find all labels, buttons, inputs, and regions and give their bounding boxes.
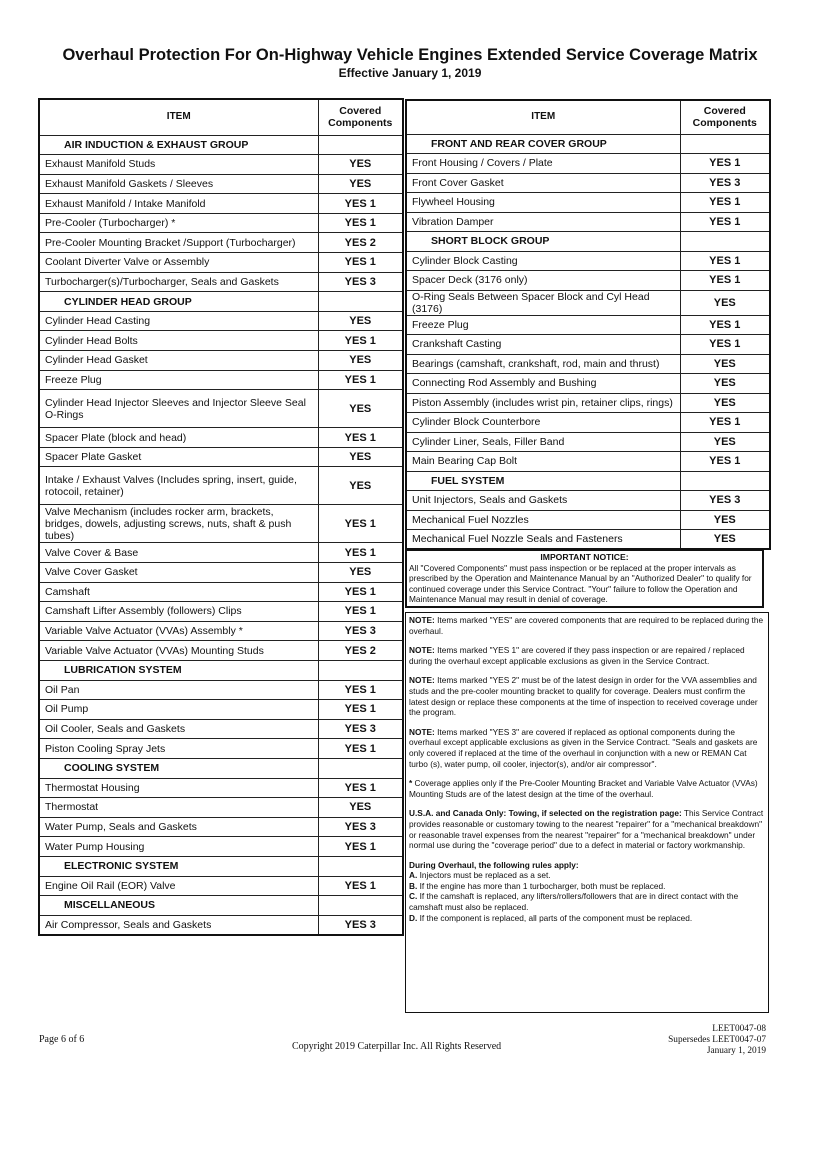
item-cell: Connecting Rod Assembly and Bushing [406, 374, 680, 394]
item-cell: Cylinder Head Injector Sleeves and Injector Sleeve Seal O-Rings [39, 390, 318, 428]
group-header-row [39, 856, 403, 876]
notice-text: All "Covered Components" must pass inspection or be replaced at the proper intervals as prescribed by the Operation and Maintenance Manual by an "Authorized Dealer" to qualify for continued coverage under this Service Contract. "Your" failure to follow the Operation and Maintenance Manual may result in denial of coverage. [409, 562, 752, 605]
covered-cell: YES 3 [318, 621, 403, 641]
item-cell: Camshaft Lifter Assembly (followers) Clips [39, 602, 318, 622]
copyright: Copyright 2019 Caterpillar Inc. All Rights Reserved [292, 1041, 502, 1052]
item-cell: Cylinder Block Counterbore [406, 413, 680, 433]
group-header-row [39, 292, 403, 312]
notes-panel [405, 612, 769, 1013]
item-cell: Piston Cooling Spray Jets [39, 739, 318, 759]
covered-header: Covered Components [318, 99, 403, 135]
note-yes-2: NOTE: Items marked "YES 2" must be of the latest design in order for the VVA assemblies and studs and the pre-cooler mounting bracket to qualify for coverage. Dealers must confirm the latest design or replace these components at the time of inspection to received coverage under the program. [409, 675, 758, 718]
item-cell: Water Pump Housing [39, 837, 318, 857]
group-label: FRONT AND REAR COVER GROUP [406, 134, 680, 154]
table-row [406, 432, 770, 452]
table-row [406, 491, 770, 511]
item-cell: Mechanical Fuel Nozzle Seals and Fasteners [406, 530, 680, 550]
item-cell: Spacer Plate (block and head) [39, 428, 318, 448]
table-row [406, 173, 770, 193]
table-row [39, 311, 403, 331]
rule-item: C. If the camshaft is replaced, any lifters/rollers/followers that are in direct contact with the camshaft must also be replaced. [409, 891, 739, 913]
item-cell: Oil Pan [39, 680, 318, 700]
item-cell: Pre-Cooler (Turbocharger) * [39, 213, 318, 233]
notice-title: IMPORTANT NOTICE: [540, 552, 629, 562]
item-cell: Flywheel Housing [406, 193, 680, 213]
covered-cell: YES [318, 563, 403, 583]
covered-cell: YES [318, 155, 403, 175]
table-row [39, 174, 403, 194]
covered-cell: YES [680, 290, 770, 315]
table-row [39, 233, 403, 253]
item-cell: Freeze Plug [406, 315, 680, 335]
table-row [39, 272, 403, 292]
group-header-row [406, 134, 770, 154]
item-cell: Thermostat Housing [39, 778, 318, 798]
item-cell: Exhaust Manifold / Intake Manifold [39, 194, 318, 214]
table-row [39, 370, 403, 390]
covered-cell: YES 3 [318, 272, 403, 292]
item-cell: O-Ring Seals Between Spacer Block and Cyl Head (3176) [406, 290, 680, 315]
covered-cell [318, 896, 403, 916]
group-header-row [39, 758, 403, 778]
item-cell: Vibration Damper [406, 212, 680, 232]
covered-cell [318, 856, 403, 876]
table-row [406, 251, 770, 271]
covered-cell: YES 1 [318, 505, 403, 543]
coverage-table-right [405, 99, 771, 550]
group-label: FUEL SYSTEM [406, 471, 680, 491]
covered-cell: YES [680, 510, 770, 530]
covered-cell: YES [680, 374, 770, 394]
item-cell: Cylinder Block Casting [406, 251, 680, 271]
table-row [39, 621, 403, 641]
covered-cell: YES 1 [680, 271, 770, 291]
group-header-row [406, 232, 770, 252]
covered-cell: YES 3 [680, 491, 770, 511]
table-row [39, 351, 403, 371]
table-row [39, 505, 403, 543]
group-label: COOLING SYSTEM [39, 758, 318, 778]
table-row [406, 290, 770, 315]
item-cell: Valve Cover & Base [39, 543, 318, 563]
table-row [39, 641, 403, 661]
table-row [39, 194, 403, 214]
page-number: Page 6 of 6 [39, 1034, 85, 1045]
item-cell: Oil Cooler, Seals and Gaskets [39, 719, 318, 739]
item-cell: Freeze Plug [39, 370, 318, 390]
covered-cell: YES [318, 351, 403, 371]
covered-cell: YES [680, 530, 770, 550]
rules-title: During Overhaul, the following rules apply: [409, 859, 579, 870]
item-cell: Cylinder Head Casting [39, 311, 318, 331]
covered-cell: YES [680, 393, 770, 413]
group-label: CYLINDER HEAD GROUP [39, 292, 318, 312]
covered-cell: YES [318, 467, 403, 505]
item-cell: Bearings (camshaft, crankshaft, rod, main and thrust) [406, 354, 680, 374]
table-row [406, 315, 770, 335]
covered-header: Covered Components [680, 100, 770, 134]
table-row [39, 213, 403, 233]
covered-cell: YES 3 [318, 817, 403, 837]
note-towing: U.S.A. and Canada Only: Towing, if selected on the registration page: This Service Contract provides reasonable or customary towing to the nearest "repairer" for a "mechanical breakdown" or reasonable travel expenses from the nearest "repairer" for a "mechanical breakdown" under normal use during the "coverage period" due to a defect in material or factory workmanship. [409, 808, 764, 851]
item-cell: Oil Pump [39, 700, 318, 720]
table-row [39, 876, 403, 896]
supersedes: Supersedes LEET0047-07 [668, 1035, 766, 1045]
covered-cell: YES 1 [318, 837, 403, 857]
item-cell: Variable Valve Actuator (VVAs) Assembly * [39, 621, 318, 641]
table-row [406, 510, 770, 530]
covered-cell: YES 1 [318, 331, 403, 351]
covered-cell: YES 1 [318, 213, 403, 233]
group-label: AIR INDUCTION & EXHAUST GROUP [39, 135, 318, 155]
item-cell: Exhaust Manifold Studs [39, 155, 318, 175]
covered-cell: YES 1 [680, 251, 770, 271]
table-row [39, 582, 403, 602]
covered-cell: YES [318, 174, 403, 194]
table-row [406, 154, 770, 174]
table-row [406, 354, 770, 374]
table-row [406, 374, 770, 394]
table-row [39, 390, 403, 428]
table-row [39, 719, 403, 739]
item-cell: Front Housing / Covers / Plate [406, 154, 680, 174]
table-row [39, 428, 403, 448]
table-row [406, 271, 770, 291]
item-cell: Cylinder Head Gasket [39, 351, 318, 371]
item-cell: Crankshaft Casting [406, 335, 680, 355]
doc-id: LEET0047-08 [712, 1024, 766, 1034]
covered-cell: YES 1 [318, 253, 403, 273]
item-cell: Thermostat [39, 798, 318, 818]
covered-cell: YES 1 [680, 413, 770, 433]
table-row [406, 452, 770, 472]
covered-cell: YES 1 [680, 452, 770, 472]
covered-cell [680, 471, 770, 491]
covered-cell: YES 3 [318, 915, 403, 935]
covered-cell: YES 1 [680, 315, 770, 335]
group-header-row [39, 135, 403, 155]
overhaul-rules [409, 860, 765, 924]
table-row [39, 817, 403, 837]
covered-cell: YES [680, 432, 770, 452]
covered-cell: YES 1 [318, 428, 403, 448]
item-cell: Pre-Cooler Mounting Bracket /Support (Turbocharger) [39, 233, 318, 253]
item-cell: Variable Valve Actuator (VVAs) Mounting Studs [39, 641, 318, 661]
group-label: SHORT BLOCK GROUP [406, 232, 680, 252]
covered-cell: YES 3 [680, 173, 770, 193]
item-cell: Coolant Diverter Valve or Assembly [39, 253, 318, 273]
group-header-row [39, 660, 403, 680]
doc-date: January 1, 2019 [706, 1046, 766, 1056]
document-id-block [600, 1024, 766, 1057]
covered-cell: YES [318, 447, 403, 467]
item-cell: Engine Oil Rail (EOR) Valve [39, 876, 318, 896]
item-header: ITEM [406, 100, 680, 134]
group-label: ELECTRONIC SYSTEM [39, 856, 318, 876]
group-label: MISCELLANEOUS [39, 896, 318, 916]
table-row [39, 563, 403, 583]
note-asterisk: * Coverage applies only if the Pre-Cooler Mounting Bracket and Variable Valve Actuator (VVAs) Mounting Studs are of the latest design at the time of the overhaul. [409, 778, 758, 799]
item-cell: Unit Injectors, Seals and Gaskets [406, 491, 680, 511]
covered-cell: YES 1 [318, 194, 403, 214]
table-row [39, 602, 403, 622]
covered-cell: YES 1 [318, 370, 403, 390]
item-cell: Main Bearing Cap Bolt [406, 452, 680, 472]
group-header-row [406, 471, 770, 491]
covered-cell: YES [318, 311, 403, 331]
covered-cell [680, 134, 770, 154]
item-cell: Piston Assembly (includes wrist pin, retainer clips, rings) [406, 393, 680, 413]
table-row [39, 155, 403, 175]
table-row [406, 335, 770, 355]
covered-cell: YES [318, 390, 403, 428]
item-cell: Camshaft [39, 582, 318, 602]
item-cell: Cylinder Head Bolts [39, 331, 318, 351]
covered-cell: YES 1 [318, 680, 403, 700]
table-row [406, 193, 770, 213]
covered-cell: YES 1 [318, 700, 403, 720]
item-cell: Valve Cover Gasket [39, 563, 318, 583]
note-yes: NOTE: Items marked "YES" are covered components that are required to be replaced during the overhaul. [409, 615, 764, 636]
item-cell: Cylinder Liner, Seals, Filler Band [406, 432, 680, 452]
page-subtitle: Effective January 1, 2019 [338, 66, 482, 80]
covered-cell: YES 1 [680, 212, 770, 232]
item-cell: Intake / Exhaust Valves (Includes spring, insert, guide, rotocoil, retainer) [39, 467, 318, 505]
covered-cell [318, 660, 403, 680]
item-cell: Air Compressor, Seals and Gaskets [39, 915, 318, 935]
covered-cell: YES 1 [318, 778, 403, 798]
rule-item: A. Injectors must be replaced as a set. [409, 870, 551, 881]
covered-cell: YES 2 [318, 233, 403, 253]
rule-item: B. If the engine has more than 1 turbocharger, both must be replaced. [409, 880, 666, 891]
item-cell: Valve Mechanism (includes rocker arm, brackets, bridges, dowels, adjusting screws, nuts, shaft & push tubes) [39, 505, 318, 543]
table-row [39, 680, 403, 700]
covered-cell: YES 1 [680, 193, 770, 213]
item-header: ITEM [39, 99, 318, 135]
group-header-row [39, 896, 403, 916]
table-row [406, 530, 770, 550]
important-notice [405, 549, 764, 608]
table-row [406, 393, 770, 413]
table-row [39, 331, 403, 351]
covered-cell [318, 135, 403, 155]
group-label: LUBRICATION SYSTEM [39, 660, 318, 680]
note-yes-3: NOTE: Items marked "YES 3" are covered if replaced as optional components during the overhaul except applicable exclusions as given in the Service Contract. "Seals and gaskets are only covered if replaced at the time of the overhaul in conjunction with a new or REMAN Cat turbo (s), water pump, oil cooler, injector(s), and/or air compressor". [409, 726, 758, 769]
table-row [39, 837, 403, 857]
item-cell: Exhaust Manifold Gaskets / Sleeves [39, 174, 318, 194]
note-yes-1: NOTE: Items marked "YES 1" are covered if they pass inspection or are repaired / replaced during the overhaul except applicable exclusions as given in the Service Contract. [409, 645, 745, 666]
page-title: Overhaul Protection For On-Highway Vehicle Engines Extended Service Coverage Matrix [62, 46, 758, 64]
covered-cell [680, 232, 770, 252]
item-cell: Water Pump, Seals and Gaskets [39, 817, 318, 837]
covered-cell: YES 1 [318, 543, 403, 563]
table-row [406, 212, 770, 232]
table-row [406, 413, 770, 433]
table-row [39, 543, 403, 563]
rule-item: D. If the component is replaced, all parts of the component must be replaced. [409, 912, 693, 923]
covered-cell: YES 2 [318, 641, 403, 661]
table-row [39, 798, 403, 818]
table-row [39, 778, 403, 798]
covered-cell: YES 3 [318, 719, 403, 739]
item-cell: Spacer Plate Gasket [39, 447, 318, 467]
covered-cell: YES 1 [318, 602, 403, 622]
coverage-table-left [38, 98, 404, 936]
covered-cell: YES 1 [680, 335, 770, 355]
table-row [39, 447, 403, 467]
covered-cell: YES 1 [680, 154, 770, 174]
item-cell: Turbocharger(s)/Turbocharger, Seals and Gaskets [39, 272, 318, 292]
item-cell: Mechanical Fuel Nozzles [406, 510, 680, 530]
item-cell: Spacer Deck (3176 only) [406, 271, 680, 291]
covered-cell [318, 292, 403, 312]
table-row [39, 915, 403, 935]
covered-cell: YES [680, 354, 770, 374]
table-row [39, 700, 403, 720]
covered-cell [318, 758, 403, 778]
covered-cell: YES 1 [318, 876, 403, 896]
table-row [39, 253, 403, 273]
covered-cell: YES 1 [318, 582, 403, 602]
table-row [39, 467, 403, 505]
covered-cell: YES 1 [318, 739, 403, 759]
item-cell: Front Cover Gasket [406, 173, 680, 193]
covered-cell: YES [318, 798, 403, 818]
table-row [39, 739, 403, 759]
